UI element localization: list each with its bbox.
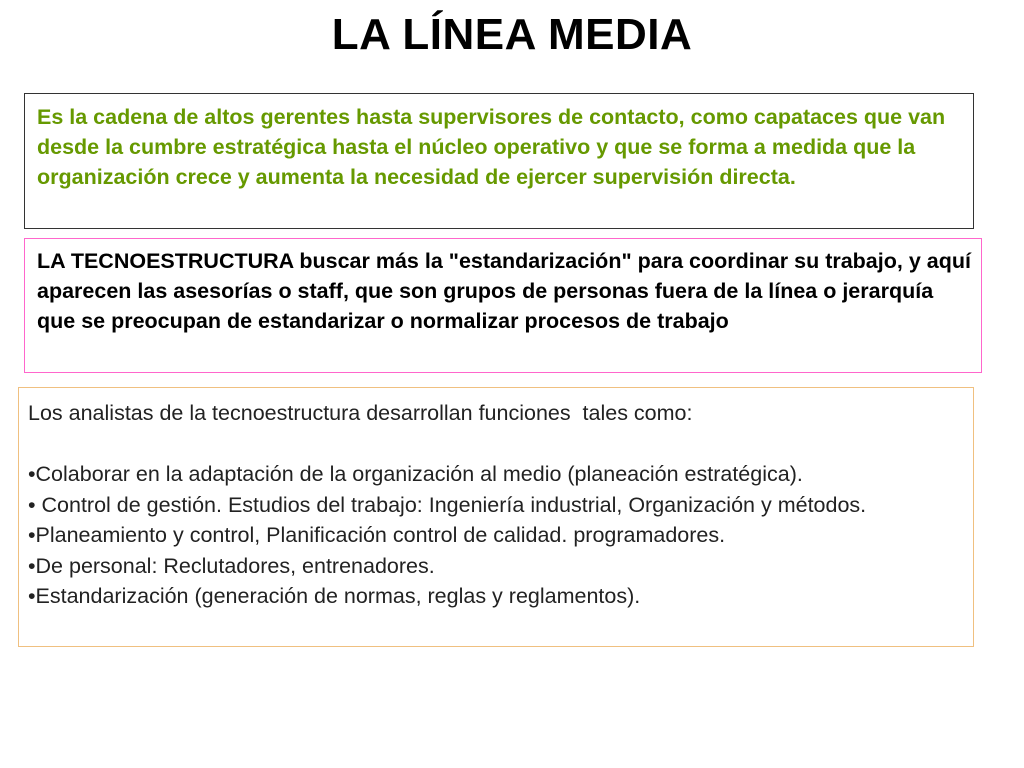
definition-text: Es la cadena de altos gerentes hasta supervisores de contacto, como capataces que van desde la cumbre estratégica hasta el núcleo operativo y que se forma a medida que la organización crece y aumenta la necesidad de ejercer supervisión directa. bbox=[37, 105, 946, 189]
technostructure-text: LA TECNOESTRUCTURA buscar más la "estandarización" para coordinar su trabajo, y aquí aparecen las asesorías o staff, que son grupos de personas fuera de la línea o jerarquía que se preocupan de estandarizar o normalizar procesos de trabajo bbox=[37, 249, 971, 333]
slide-title: LA LÍNEA MEDIA bbox=[331, 10, 693, 59]
definition-box bbox=[24, 93, 974, 229]
list-item: •De personal: Reclutadores, entrenadores. bbox=[28, 553, 435, 578]
spacer bbox=[28, 429, 965, 460]
analysts-intro: Los analistas de la tecnoestructura desarrollan funciones tales como: bbox=[28, 401, 693, 425]
analysts-box bbox=[18, 387, 974, 647]
list-item: •Estandarización (generación de normas, reglas y reglamentos). bbox=[28, 584, 641, 608]
list-item: •Planeamiento y control, Planificación control de calidad. programadores. bbox=[28, 523, 726, 547]
list-item: •Colaborar en la adaptación de la organización al medio (planeación estratégica). bbox=[28, 462, 803, 486]
list-item: • Control de gestión. Estudios del trabajo: Ingeniería industrial, Organización y métodos. bbox=[28, 492, 867, 517]
technostructure-box bbox=[24, 238, 982, 373]
